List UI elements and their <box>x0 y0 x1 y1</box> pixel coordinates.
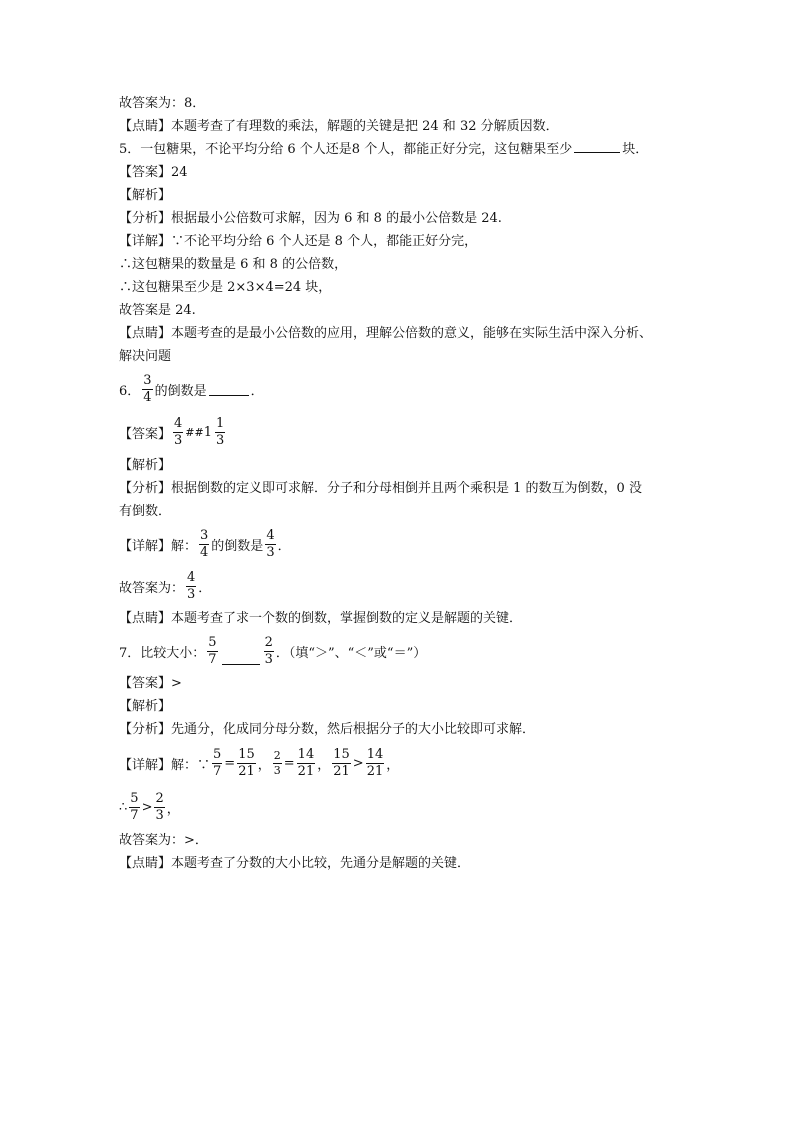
analysis-line: 【分析】根据倒数的定义即可求解．分子和分母相倒并且两个乘积是 1 的数互为倒数，0 没 <box>119 481 642 496</box>
therefore-7 <box>119 785 679 829</box>
document-body <box>119 92 679 875</box>
comment-line: 【点睛】本题考查了有理数的乘法，解题的关键是把 24 和 32 分解质因数． <box>119 119 559 134</box>
denominator: 7 <box>130 807 139 823</box>
denominator: 3 <box>174 432 183 448</box>
comma: ， <box>257 757 271 773</box>
numerator: 2 <box>264 634 273 650</box>
whole-part: 1 <box>203 424 213 440</box>
comma: ， <box>386 757 400 773</box>
analysis-heading: 【解析】 <box>119 188 172 203</box>
fraction-15-21 <box>332 748 351 779</box>
fraction-5-7 <box>207 636 217 667</box>
answer-label: 【答案】 <box>119 426 172 442</box>
denominator: 3 <box>264 651 273 667</box>
fraction-2-3 <box>264 636 274 667</box>
denominator: 3 <box>266 544 275 560</box>
analysis-line: 有倒数． <box>119 504 172 519</box>
therefore-line: ∴这包糖果至少是 2×3×4=24 块， <box>119 280 332 295</box>
answer-line: 故答案为：>． <box>119 833 208 848</box>
separator: ## <box>185 425 204 439</box>
question-7 <box>119 630 679 672</box>
equals-sign: = <box>283 755 295 771</box>
detail-label: 【详解】解：∵ <box>119 757 211 773</box>
fraction-4-3 <box>265 529 275 560</box>
denominator: 3 <box>273 763 281 777</box>
numerator: 14 <box>366 746 384 762</box>
question-6 <box>119 368 679 410</box>
numerator: 2 <box>155 790 164 806</box>
denominator: 4 <box>200 544 209 560</box>
answer-line: 故答案是 24. <box>119 303 196 318</box>
numerator: 15 <box>238 746 255 762</box>
detail-end: ． <box>277 538 291 554</box>
numerator: 3 <box>200 527 209 543</box>
denominator: 21 <box>366 763 384 779</box>
denominator: 4 <box>143 389 152 405</box>
question-text: 的倒数是 <box>154 383 207 399</box>
denominator: 3 <box>187 586 196 602</box>
detail-label: 【详解】解： <box>119 538 198 554</box>
fraction-2-3 <box>154 792 164 823</box>
denominator: 7 <box>213 763 222 779</box>
comma: ， <box>166 801 180 817</box>
question-text-end: ． <box>250 383 264 399</box>
fraction-3-4 <box>142 374 152 405</box>
answer-blank <box>222 651 260 665</box>
question-text: 5．一包糖果，不论平均分给 6 个人还是8 个人，都能正好分完，这包糖果至少 <box>119 142 573 157</box>
question-text-end: ．（填“＞”、“＜”或“＝”） <box>275 645 427 661</box>
denominator: 3 <box>155 807 164 823</box>
analysis-heading: 【解析】 <box>119 458 172 473</box>
denominator: 7 <box>208 651 217 667</box>
answer-label: 【答案】24 <box>119 165 188 180</box>
numerator: 5 <box>213 746 222 762</box>
fraction-14-21 <box>297 748 316 779</box>
answer-line: 故答案为：8． <box>119 96 206 111</box>
comment-line: 【点睛】本题考查的是最小公倍数的应用，理解公倍数的意义，能够在实际生活中深入分析、 <box>119 326 653 341</box>
fraction-14-21 <box>366 748 385 779</box>
numerator: 2 <box>273 748 281 762</box>
fraction-3-4 <box>199 529 209 560</box>
greater-than-sign: > <box>352 755 364 771</box>
equals-sign: = <box>224 755 236 771</box>
question-number: 6． <box>119 383 141 399</box>
question-5 <box>119 138 679 161</box>
detail-line: 【详解】∵不论平均分给 6 个人还是 8 个人，都能正好分完， <box>119 234 478 249</box>
comment-line: 【点睛】本题考查了分数的大小比较，先通分是解题的关键． <box>119 856 471 871</box>
numerator: 4 <box>266 527 275 543</box>
detail-text: 的倒数是 <box>211 538 264 554</box>
numerator: 5 <box>130 790 139 806</box>
numerator: 4 <box>187 569 196 585</box>
answer-end: ． <box>198 580 212 596</box>
analysis-line: 【分析】根据最小公倍数可求解，因为 6 和 8 的最小公倍数是 24. <box>119 211 502 226</box>
numerator: 5 <box>208 634 217 650</box>
greater-than-sign: > <box>141 799 153 815</box>
fraction-4-3 <box>173 417 183 448</box>
numerator: 15 <box>333 746 350 762</box>
question-text-end: 块． <box>622 142 649 157</box>
comment-line: 解决问题 <box>119 349 172 364</box>
numerator: 4 <box>174 415 183 431</box>
question-text: 7．比较大小： <box>119 645 206 661</box>
answer-blank <box>574 139 620 153</box>
answer-label: 【答案】> <box>119 676 182 691</box>
fraction-4-3 <box>186 571 196 602</box>
fraction-1-3 <box>215 417 225 448</box>
therefore-line: ∴这包糖果的数量是 6 和 8 的公倍数， <box>119 257 348 272</box>
fraction-5-7 <box>212 748 222 779</box>
answer-blank <box>209 382 249 396</box>
denominator: 21 <box>333 763 350 779</box>
comma: ， <box>317 757 331 773</box>
therefore-sign: ∴ <box>119 799 128 815</box>
analysis-line: 【分析】先通分，化成同分母分数，然后根据分子的大小比较即可求解． <box>119 722 536 737</box>
denominator: 3 <box>216 432 225 448</box>
detail-7 <box>119 741 679 785</box>
answer-6 <box>119 410 679 454</box>
numerator: 3 <box>143 372 152 388</box>
denominator: 21 <box>238 763 255 779</box>
analysis-heading: 【解析】 <box>119 699 172 714</box>
fraction-2-3 <box>273 750 282 777</box>
detail-6 <box>119 523 679 565</box>
denominator: 21 <box>297 763 315 779</box>
answer-text: 故答案为： <box>119 580 185 596</box>
fraction-15-21 <box>237 748 256 779</box>
numerator: 1 <box>216 415 225 431</box>
fraction-5-7 <box>129 792 139 823</box>
answer-6-final <box>119 565 679 607</box>
mixed-number <box>204 417 228 448</box>
comment-line: 【点睛】本题考查了求一个数的倒数，掌握倒数的定义是解题的关键． <box>119 611 523 626</box>
numerator: 14 <box>297 746 315 762</box>
